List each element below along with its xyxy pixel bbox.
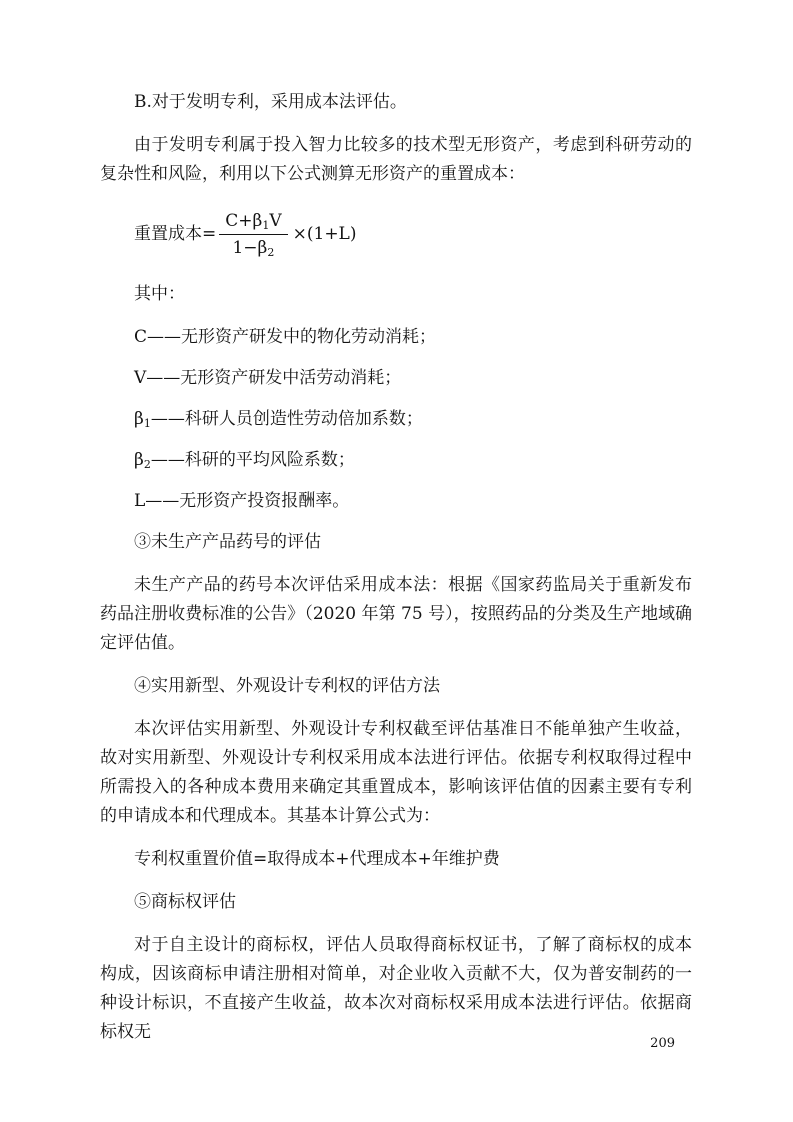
definition-beta2 [100, 446, 692, 475]
definition-desc: ——科研人员创造性劳动倍加系数； [150, 409, 423, 429]
patent-value-formula: 专利权重置价值=取得成本+代理成本+年维护费 [134, 849, 500, 869]
definition-l [100, 487, 692, 516]
page-number: 209 [650, 1036, 675, 1051]
formula-numerator-pre: C+β [225, 211, 263, 231]
formula-denominator-pre: 1−β [232, 238, 268, 258]
where-label: 其中： [134, 284, 185, 304]
definition-c [100, 323, 692, 352]
definition-v [100, 364, 692, 393]
formula-numerator [219, 209, 287, 235]
formula-denominator [232, 235, 274, 260]
definition-symbol: L [134, 491, 146, 511]
para-trademark-valuation: 对于自主设计的商标权，评估人员取得商标权证书，了解了商标权的成本构成，因该商标申请注册相对简单，对企业收入贡献不大，仅为普安制药的一种设计标识，不直接产生收益，故本次对商标权采用成本法进行评估。依据商标权无 [100, 935, 692, 1042]
formula-lhs: 重置成本= [134, 224, 217, 244]
heading-utility-design-patent: ④实用新型、外观设计专利权的评估方法 [134, 676, 440, 696]
formula-numerator-post: V [269, 211, 282, 231]
para-invention-patent-rationale: 由于发明专利属于投入智力比较多的技术型无形资产，考虑到科研劳动的复杂性和风险，利用以下公式测算无形资产的重置成本： [100, 135, 692, 184]
definition-desc: ——科研的平均风险系数； [150, 450, 355, 470]
definition-symbol: V [134, 368, 147, 388]
definition-desc: ——无形资产投资报酬率。 [145, 491, 350, 511]
definition-subscript: 1 [143, 417, 151, 430]
definition-symbol: β [134, 409, 144, 429]
formula-numerator-subscript: 1 [262, 219, 270, 232]
formula-rhs: ×(1+L) [292, 224, 357, 244]
definition-beta1 [100, 405, 692, 434]
formula-fraction [219, 209, 287, 260]
definition-symbol: C [134, 327, 148, 347]
heading-drug-number-valuation: ③未生产产品药号的评估 [134, 532, 321, 552]
replacement-cost-formula [100, 209, 692, 260]
para-invention-patent-method: B.对于发明专利，采用成本法评估。 [134, 92, 407, 112]
formula-denominator-subscript: 2 [267, 246, 275, 259]
heading-trademark-valuation: ⑤商标权评估 [134, 892, 236, 912]
definition-symbol: β [134, 450, 144, 470]
definition-subscript: 2 [143, 458, 151, 471]
para-utility-design-patent: 本次评估实用新型、外观设计专利权截至评估基准日不能单独产生收益，故对实用新型、外观设计专利权采用成本法进行评估。依据专利权取得过程中所需投入的各种成本费用来确定其重置成本，影响该评估值的因素主要有专利的申请成本和代理成本。其基本计算公式为： [100, 719, 692, 826]
para-drug-number-valuation: 未生产产品的药号本次评估采用成本法：根据《国家药监局关于重新发布药品注册收费标准的公告》（2020 年第 75 号），按照药品的分类及生产地域确定评估值。 [100, 575, 692, 653]
definition-desc: ——无形资产研发中活劳动消耗； [146, 368, 402, 388]
definition-desc: ——无形资产研发中的物化劳动消耗； [147, 327, 437, 347]
